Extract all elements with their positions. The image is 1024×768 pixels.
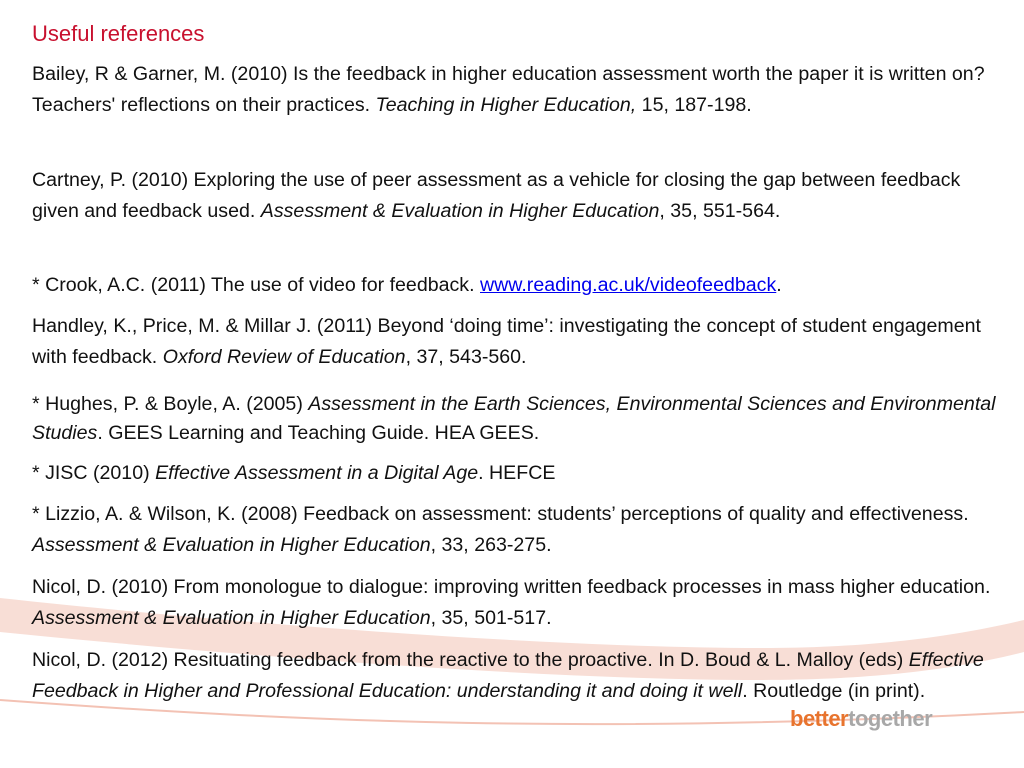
reference-item [32, 165, 1002, 227]
reference-text: Nicol, D. (2012) Resituating feedback from the reactive to the proactive. In D. Boud & L. Malloy (eds) [32, 649, 909, 671]
journal-title: Assessment & Evaluation in Higher Education [260, 200, 660, 222]
bettertogether-logo [790, 706, 932, 732]
citation-details: , 33, 263-275. [430, 534, 552, 556]
journal-title: Teaching in Higher Education, [375, 94, 637, 116]
reference-text: * Hughes, P. & Boyle, A. (2005) [32, 393, 309, 415]
reference-item [32, 59, 1002, 121]
reference-item [32, 458, 1002, 489]
reference-item [32, 572, 1002, 634]
book-title: Assessment in the Earth Sciences, Environmental Sciences and Environmental Studies [32, 393, 996, 444]
reference-item [32, 499, 1002, 561]
reference-item [32, 311, 1002, 373]
journal-title: Assessment & Evaluation in Higher Education [32, 534, 431, 556]
logo-together: together [848, 706, 933, 731]
reference-text: * JISC (2010) [32, 462, 156, 484]
video-feedback-link[interactable]: www.reading.ac.uk/videofeedback [480, 274, 777, 296]
reference-text: Nicol, D. (2010) From monologue to dialogue: improving written feedback processes in mass higher education. [32, 576, 991, 598]
reference-item [32, 645, 1002, 707]
journal-title: Oxford Review of Education [162, 346, 406, 368]
citation-details: . GEES Learning and Teaching Guide. HEA GEES. [97, 422, 540, 444]
citation-details: . [776, 274, 782, 296]
citation-details: 15, 187-198. [636, 94, 752, 116]
reference-text: * Lizzio, A. & Wilson, K. (2008) Feedback on assessment: students’ perceptions of quality and effectiveness. [32, 503, 969, 525]
slide-title: Useful references [32, 21, 205, 46]
book-title: Effective Feedback in Higher and Professional Education: understanding it and doing it well [32, 649, 984, 702]
reference-item [32, 270, 1002, 301]
citation-details: , 35, 551-564. [659, 200, 781, 222]
reference-text: Bailey, R & Garner, M. (2010) Is the feedback in higher education assessment worth the paper it is written on? Teachers' reflections on their practices. [32, 63, 985, 116]
journal-title: Assessment & Evaluation in Higher Education [32, 607, 431, 629]
reference-text: Handley, K., Price, M. & Millar J. (2011) Beyond ‘doing time’: investigating the concept of student engagement with feedback. [32, 315, 981, 368]
citation-details: , 37, 543-560. [405, 346, 527, 368]
citation-details: . Routledge (in print). [742, 680, 926, 702]
report-title: Effective Assessment in a Digital Age [155, 462, 479, 484]
citation-details: , 35, 501-517. [430, 607, 552, 629]
reference-text: * Crook, A.C. (2011) The use of video for feedback. [32, 274, 480, 296]
logo-better: better [790, 706, 849, 731]
citation-details: . HEFCE [478, 462, 556, 484]
reference-text: Cartney, P. (2010) Exploring the use of peer assessment as a vehicle for closing the gap between feedback given and feedback used. [32, 169, 961, 222]
reference-item [32, 390, 1002, 448]
